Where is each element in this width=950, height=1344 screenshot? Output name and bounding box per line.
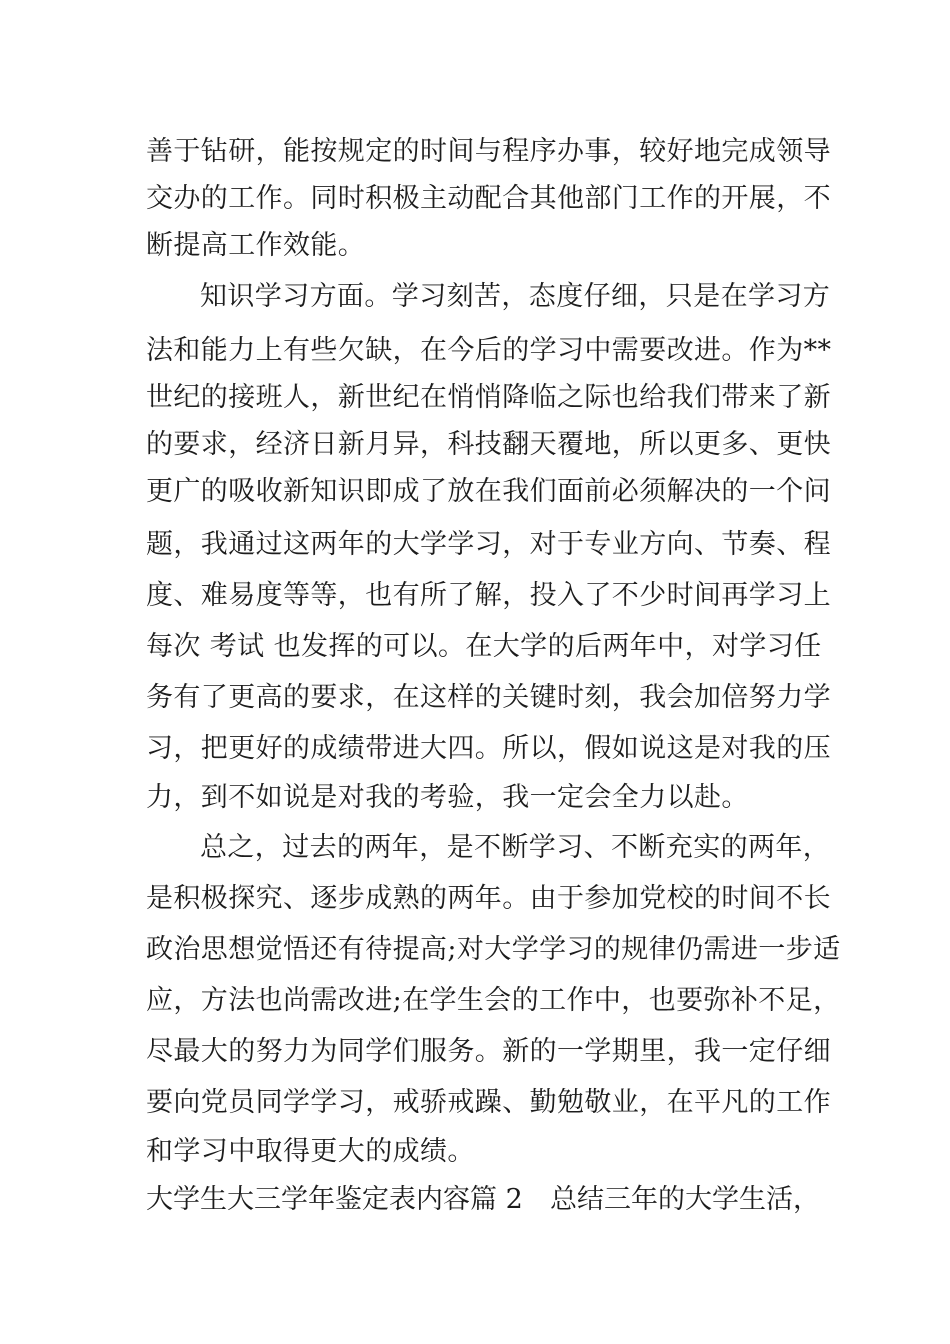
body-text-line: 世纪的接班人，新世纪在悄悄降临之际也给我们带来了新: [146, 382, 831, 413]
body-text-line: 更广的吸收新知识即成了放在我们面前必须解决的一个问: [146, 476, 831, 507]
body-text-line: 的要求，经济日新月异，科技翻天覆地，所以更多、更快: [146, 429, 831, 460]
section-heading-continuation: 总结三年的大学生活，: [550, 1184, 820, 1215]
body-text-line: 政治思想觉悟还有待提高;对大学学习的规律仍需进一步适: [146, 934, 841, 965]
body-text-line: 务有了更高的要求，在这样的关键时刻，我会加倍努力学: [146, 682, 831, 713]
body-text-line: 题，我通过这两年的大学学习，对于专业方向、节奏、程: [146, 529, 831, 560]
body-text-line: 度、难易度等等，也有所了解，投入了不少时间再学习上: [146, 580, 831, 611]
paragraph-first-line: 总之，过去的两年，是不断学习、不断充实的两年，: [200, 832, 831, 863]
body-text-line: 习，把更好的成绩带进大四。所以，假如说这是对我的压: [146, 733, 831, 764]
body-text-line: 交办的工作。同时积极主动配合其他部门工作的开展，不: [146, 183, 831, 214]
body-text-line: 力，到不如说是对我的考验，我一定会全力以赴。: [146, 782, 749, 813]
section-heading-title: 大学生大三学年鉴定表内容篇 2: [146, 1184, 523, 1215]
body-text-line: 每次 考试 也发挥的可以。在大学的后两年中，对学习任: [146, 631, 822, 662]
body-text-line: 是积极探究、逐步成熟的两年。由于参加党校的时间不长: [146, 883, 831, 914]
body-text-line: 法和能力上有些欠缺，在今后的学习中需要改进。作为**: [146, 335, 832, 366]
paragraph-first-line: 知识学习方面。学习刻苦，态度仔细，只是在学习方: [200, 281, 831, 312]
body-text-line: 善于钻研，能按规定的时间与程序办事，较好地完成领导: [146, 136, 831, 167]
body-text-line: 应，方法也尚需改进;在学生会的工作中，也要弥补不足，: [146, 985, 841, 1016]
body-text-line: 要向党员同学学习，戒骄戒躁、勤勉敬业，在平凡的工作: [146, 1087, 831, 1118]
section-heading-line: [146, 1178, 820, 1222]
body-text-line: 断提高工作效能。: [146, 230, 366, 261]
body-text-line: 尽最大的努力为同学们服务。新的一学期里，我一定仔细: [146, 1036, 831, 1067]
body-text-line: 和学习中取得更大的成绩。: [146, 1136, 475, 1167]
